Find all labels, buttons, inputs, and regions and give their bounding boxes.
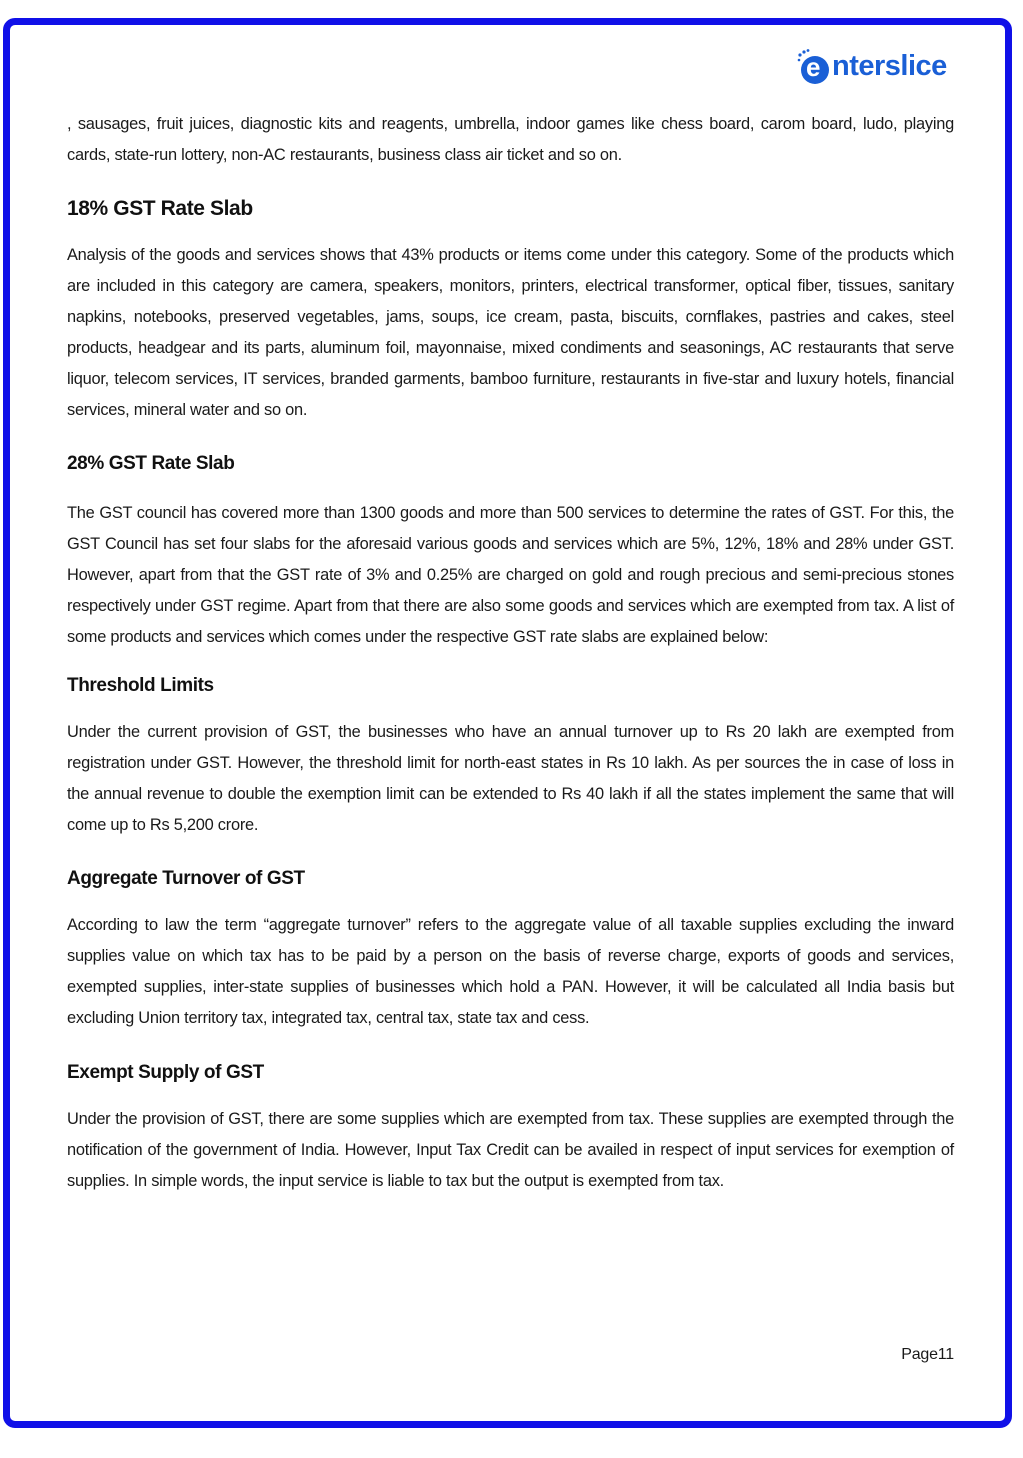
page-number: Page11 [901,1346,954,1363]
section-paragraph-exempt-supply: Under the provision of GST, there are some supplies which are exempted from tax. These supplies are exempted through the notification of the government of India. However, Input Tax Credit can be availed in respect of input services for exemption of supplies. In simple words, the input service is liable to tax but the output is exempted from tax. [67,1110,954,1190]
logo-mark-icon [796,48,832,84]
section-heading-18-percent: 18% GST Rate Slab [67,197,253,220]
section-paragraph-threshold-limits: Under the current provision of GST, the businesses who have an annual turnover up to Rs 20 lakh are exempted from registration under GST. However, the threshold limit for north-east states in Rs 10 lakh. As per sources the in case of loss in the annual revenue to double the exemption limit can be extended to Rs 40 lakh if all the states implement the same that will come up to Rs 5,200 crore. [67,723,954,834]
section-heading-exempt-supply: Exempt Supply of GST [67,1062,264,1083]
document-body [67,108,954,1197]
logo-letter: e [806,52,821,82]
section-paragraph-aggregate-turnover: According to law the term “aggregate turnover” refers to the aggregate value of all taxable supplies excluding the inward supplies value on which tax has to be paid by a person on the basis of reverse charge, exports of goods and services, exempted supplies, inter-state supplies of businesses which hold a PAN. However, it will be calculated all India basis but excluding Union territory tax, integrated tax, central tax, state tax and cess. [67,916,954,1027]
section-heading-threshold-limits: Threshold Limits [67,675,214,696]
section-heading-28-percent: 28% GST Rate Slab [67,453,235,474]
section-paragraph-28-percent: The GST council has covered more than 1300 goods and more than 500 services to determine the rates of GST. For this, the GST Council has set four slabs for the aforesaid various goods and services which are 5%, 12%, 18% and 28% under GST. However, apart from that the GST rate of 3% and 0.25% are charged on gold and rough precious and semi-precious stones respectively under GST regime. Apart from that there are also some goods and services which are exempted from tax. A list of some products and services which comes under the respective GST rate slabs are explained below: [67,504,954,646]
section-paragraph-18-percent: Analysis of the goods and services shows that 43% products or items come under this category. Some of the products which are included in this category are camera, speakers, monitors, printers, electrical transformer, optical fiber, tissues, sanitary napkins, notebooks, preserved vegetables, jams, soups, ice cream, pasta, biscuits, cornflakes, pastries and cakes, steel products, headgear and its parts, aluminum foil, mayonnaise, mixed condiments and seasonings, AC restaurants that serve liquor, telecom services, IT services, branded garments, bamboo furniture, restaurants in five-star and luxury hotels, financial services, mineral water and so on. [67,246,954,419]
section-heading-aggregate-turnover: Aggregate Turnover of GST [67,868,305,889]
intro-paragraph: , sausages, fruit juices, diagnostic kits and reagents, umbrella, indoor games like chess board, carom board, ludo, playing cards, state-run lottery, non-AC restaurants, business class air ticket and so on. [67,115,954,164]
logo-wordmark: nterslice [832,49,947,82]
enterslice-logo [796,44,961,88]
